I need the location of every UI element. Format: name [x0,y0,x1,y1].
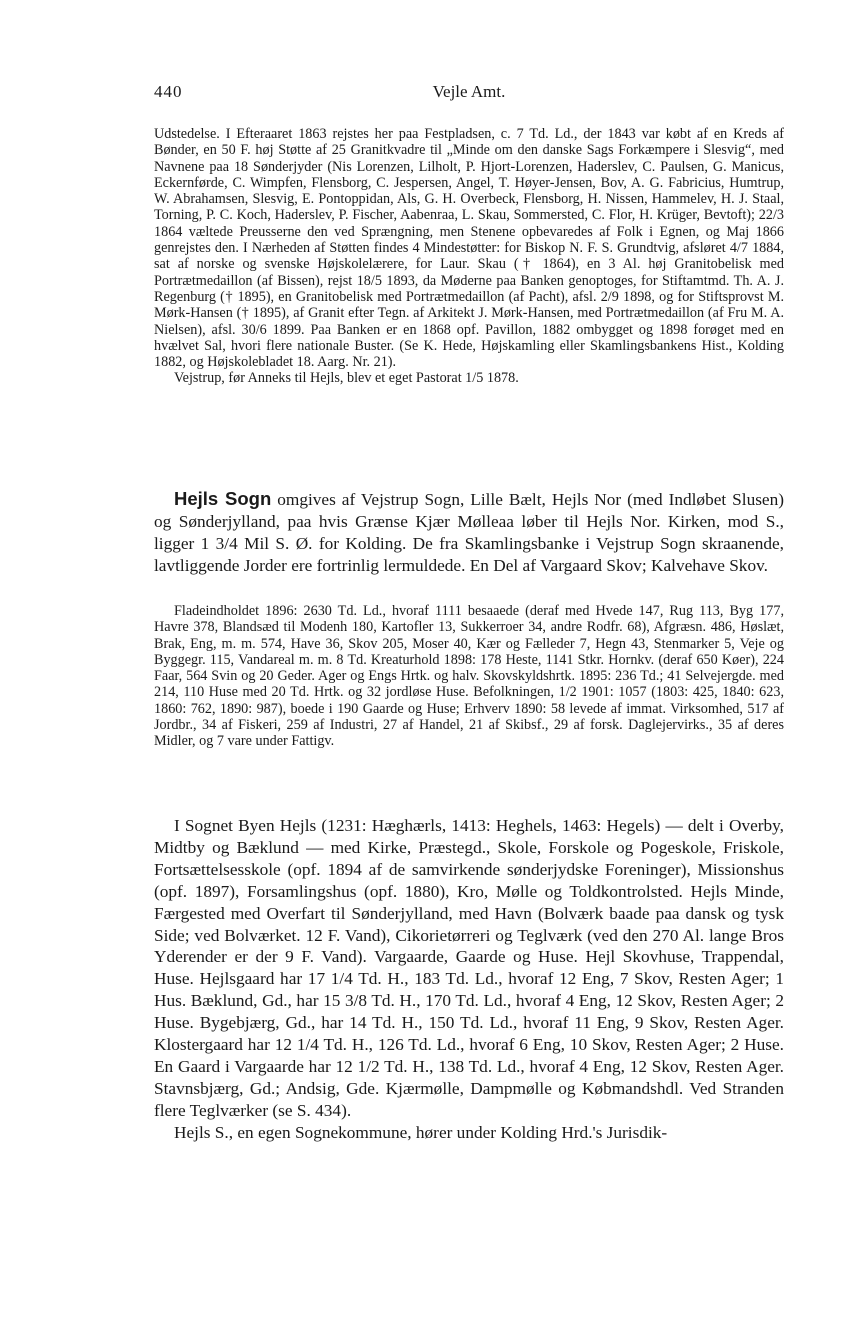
page-header [154,82,784,106]
intro-section [154,126,784,387]
fladeindhold-paragraph: Fladeindholdet 1896: 2630 Td. Ld., hvoraf 1111 besaaede (deraf med Hvede 147, Rug 113, Byg 177, Havre 378, Blandsæd til Modenh 180, Kartofler 13, Sukkerroer 34, andre Rodfr. 68), Afgræsn. 486, Høslæt, Brak, Eng, m. m. 574, Have 36, Skov 205, Moser 40, Kær og Fælleder 7, Hegn 43, Stenmarker 5, Veje og Byggegr. 115, Vandareal m. m. 8 Td. Kreaturhold 1898: 178 Heste, 1141 Stkr. Hornkv. (deraf 650 Køer), 224 Faar, 564 Svin og 20 Geder. Ager og Engs Hrtk. og halv. Skovskyldshrtk. 1895: 236 Td.; 41 Selvejergde. med 214, 110 Huse med 20 Td. Hrtk. og 32 jordløse Huse. Befolkningen, 1/2 1901: 1057 (1803: 425, 1840: 623, 1860: 762, 1890: 987), boede i 190 Gaarde og Huse; Erhverv 1890: 58 levede af immat. Virksomhed, 517 af Jordbr., 34 af Fiskeri, 259 af Industri, 27 af Handel, 21 af Skibsf., 29 af forsk. Daglejervirks., 35 af deres Midler, og 7 vare under Fattigv. [154,603,784,750]
intro-paragraph: Udstedelse. I Efteraaret 1863 rejstes her paa Festpladsen, c. 7 Td. Ld., der 1843 var købt af en Kreds af Bønder, en 50 F. høj Støtte af 25 Granitkvadre til „Minde om den danske Sags Forkæmpere i Slesvig“, med Navnene paa 18 Sønderjyder (Nis Lorenzen, Lilholt, P. Hjort-Lorenzen, Haderslev, C. Paulsen, G. Manicus, Eckernførde, C. Wimpfen, Flensborg, C. Jespersen, Angel, T. Høyer-Jensen, Bov, A. G. Fabricius, Humtrup, W. Abrahamsen, Slesvig, E. Pontoppidan, Als, G. H. Overbeck, Flensborg, H. Nissen, Hammelev, H. J. Staal, Torning, P. C. Koch, Haderslev, P. Fischer, Aabenraa, L. Skau, Sommersted, C. Flor, H. Krüger, Bevtoft); 22/3 1864 væltede Preusserne den ved Sprængning, men Stenene opbevaredes af Folk i Egnen, og Maj 1866 genrejstes den. I Nærheden af Støtten findes 4 Mindestøtter: for Biskop N. F. S. Grundtvig, afsløret 4/7 1884, sat af norske og svenske Højskolelærere, for Laur. Skau († 1864), en 3 Al. høj Granitobelisk med Portrætmedaillon (af Bissen), rejst 18/5 1893, da Møderne paa Banken genoptoges, for Stiftamtmd. Th. A. J. Regenburg († 1895), en Granitobelisk med Portrætmedaillon (af Pacht), afsl. 2/9 1898, og for Stiftsprovst M. Mørk-Hansen († 1895), af Granit efter Tegn. af Arkitekt J. Mørk-Hansen, med Portrætmedaillon (af Fru M. A. Nielsen), afsl. 30/6 1899. Paa Banken er en 1868 opf. Pavillon, 1882 ombygget og 1898 forøget med en hvælvet Sal, hvori flere nationale Buster. (Se K. Hede, Højskamling eller Skamlingsbankens Hist., Kolding 1882, og Højskolebladet 18. Aarg. Nr. 21). [154,126,784,371]
settlements-section [154,815,784,1144]
sognet-paragraph: I Sognet Byen Hejls (1231: Hæghærls, 1413: Heghels, 1463: Hegels) — delt i Overby, Midtby og Bæklund — med Kirke, Præstegd., Skole, Forskole og Pogeskole, Friskole, Fortsættelsesskole (opf. 1894 af de samvirkende sønderjydske Foreninger), Missionshus (opf. 1897), Forsamlingshus (opf. 1880), Kro, Mølle og Toldkontrolsted. Hejls Minde, Færgested med Overfart til Sønderjylland, med Havn (Bolværk baade paa dansk og tysk Side; ved Bolværket. 12 F. Vand), Cikorietørreri og Teglværk (ved den 270 Al. lange Bros Yderender er der 9 F. Vand). Vargaarde, Gaarde og Huse. Hejl Skovhuse, Trappendal, Huse. Hejlsgaard har 17 1/4 Td. H., 183 Td. Ld., hvoraf 12 Eng, 7 Skov, Resten Ager; 1 Hus. Bæklund, Gd., har 15 3/8 Td. H., 170 Td. Ld., hvoraf 4 Eng, 12 Skov, Resten Ager; 2 Huse. Bygebjærg, Gd., har 14 Td. H., 150 Td. Ld., hvoraf 11 Eng, 9 Skov, Resten Ager. Klostergaard har 12 1/4 Td. H., 126 Td. Ld., hvoraf 6 Eng, 10 Skov, Resten Ager; 2 Huse. En Gaard i Vargaarde har 12 1/2 Td. H., 138 Td. Ld., hvoraf 4 Eng, 12 Skov, Resten Ager. Stavnsbjærg, Gd.; Andsig, Gde. Kjærmølle, Dampmølle og Købmandshdl. Ved Stranden flere Teglværker (se S. 434). [154,816,784,1120]
parish-name: Hejls Sogn [174,488,272,509]
hejls-sogn-text: omgives af Vejstrup Sogn, Lille Bælt, Hejls Nor (med Indløbet Slusen) og Sønderjylland, paa hvis Grænse Kjær Mølleaa løber til Hejls Nor. Kirken, mod S., ligger 1 3/4 Mil S. Ø. for Kolding. De fra Skamlingsbanke i Vejstrup Sogn skraanende, lavtliggende Jorder ere fortrinlig lermuldede. En Del af Vargaard Skov; Kalvehave Skov. [154,490,785,575]
running-title: Vejle Amt. [432,82,506,101]
hejls-sogn-section [154,488,784,577]
hejls-sogn-paragraph [154,488,784,577]
statistics-section [154,603,784,750]
vejstrup-paragraph: Vejstrup, før Anneks til Hejls, blev et eget Pastorat 1/5 1878. [174,370,519,387]
page-number: 440 [154,82,183,101]
hejls-s-paragraph: Hejls S., en egen Sognekommune, hører under Kolding Hrd.'s Jurisdik- [174,1122,668,1142]
